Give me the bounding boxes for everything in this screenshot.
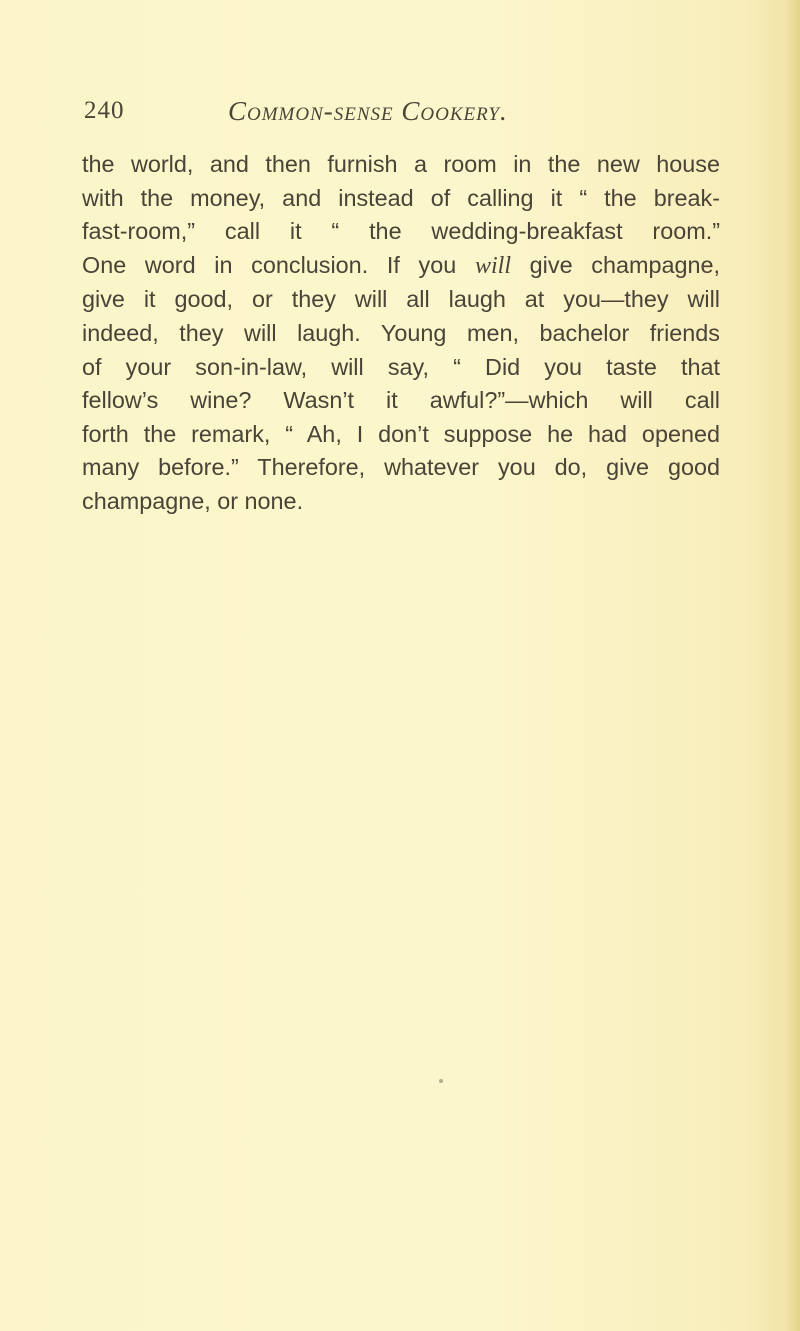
text-line: champagne, or none. [82, 487, 304, 514]
page-edge-shadow [786, 0, 800, 1331]
text-line: indeed, they will laugh. Young men, bachelor friends [82, 319, 720, 346]
text-line: forth the remark, “ Ah, I don’t suppose he had opened [82, 420, 720, 447]
text-line: the world, and then furnish a room in the new house [82, 151, 720, 177]
text-line [82, 249, 720, 284]
emphasis-text: will [474, 252, 511, 279]
text-line: give it good, or they will all laugh at you—they will [82, 286, 720, 313]
paper-speck [439, 1079, 443, 1083]
page-header [84, 96, 724, 136]
text-line: of your son-in-law, will say, “ Did you taste that [82, 353, 720, 380]
text-line: with the money, and instead of calling it “ the break- [82, 184, 720, 211]
body-paragraph [82, 148, 720, 519]
text-line: fast-room,” call it “ the wedding-breakfast room.” [82, 218, 720, 245]
running-head: Common-sense Cookery. [228, 96, 508, 126]
text-line: many before.” Therefore, whatever you do, give good [82, 454, 720, 481]
page-number: 240 [84, 97, 125, 124]
text-segment: One word in conclusion. If you [82, 251, 457, 278]
text-line: fellow’s wine? Wasn’t it awful?”—which will call [82, 387, 720, 414]
text-segment: give champagne, [529, 251, 721, 278]
